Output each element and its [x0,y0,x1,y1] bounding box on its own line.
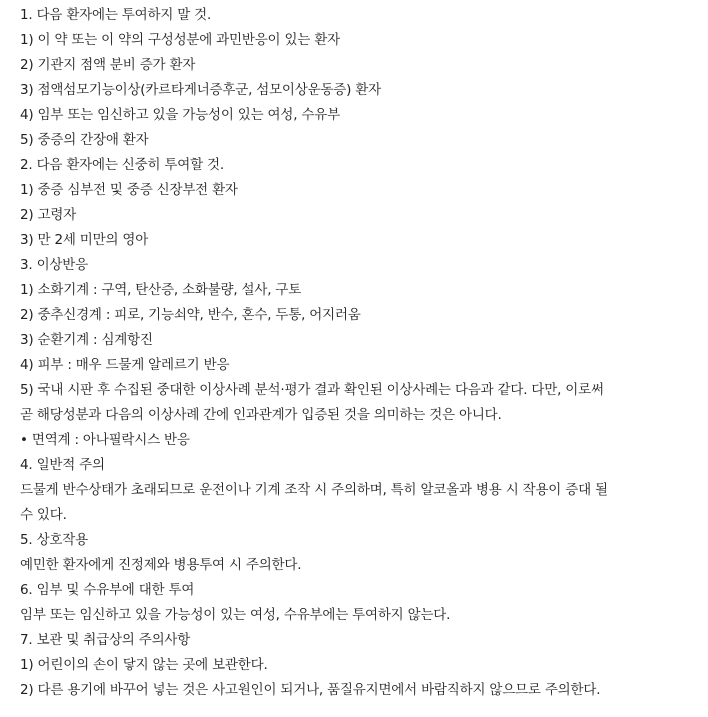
list-item: 2) 기관지 점액 분비 증가 환자 [20,57,196,73]
list-item: 1) 어린이의 손이 닿지 않는 곳에 보관한다. [20,657,268,673]
section-heading: 6. 임부 및 수유부에 대한 투여 [20,582,195,598]
section-heading: 5. 상호작용 [20,532,88,548]
list-item: 2) 고령자 [20,207,77,223]
list-item: 1) 이 약 또는 이 약의 구성성분에 과민반응이 있는 환자 [20,32,340,48]
list-item: 5) 중증의 간장애 환자 [20,132,149,148]
paragraph-text: 곧 해당성분과 다음의 이상사례 간에 인과관계가 입증된 것을 의미하는 것은 아니다. [20,407,502,423]
list-item: 2) 중추신경계 : 피로, 기능쇠약, 반수, 혼수, 두통, 어지러움 [20,307,361,323]
list-item: 3) 순환기계 : 심계항진 [20,332,153,348]
section-heading: 4. 일반적 주의 [20,457,105,473]
list-item: 4) 임부 또는 임신하고 있을 가능성이 있는 여성, 수유부 [20,107,340,123]
paragraph-text: 드물게 반수상태가 초래되므로 운전이나 기계 조작 시 주의하며, 특히 알코올과 병용 시 작용이 증대 될 [20,482,608,498]
paragraph-text: 예민한 환자에게 진정제와 병용투여 시 주의한다. [20,557,302,573]
list-item: 4) 피부 : 매우 드물게 알레르기 반응 [20,357,230,373]
section-heading: 2. 다음 환자에는 신중히 투여할 것. [20,157,224,173]
bullet-item: • 면역계 : 아나필락시스 반응 [20,432,190,448]
section-heading: 3. 이상반응 [20,257,88,273]
list-item: 1) 소화기계 : 구역, 탄산증, 소화불량, 설사, 구토 [20,282,302,298]
section-heading: 7. 보관 및 취급상의 주의사항 [20,632,191,648]
list-item: 3) 만 2세 미만의 영아 [20,232,149,248]
list-item: 3) 점액섬모기능이상(카르타게너증후군, 섬모이상운동증) 환자 [20,82,381,98]
list-item: 5) 국내 시판 후 수집된 중대한 이상사례 분석·평가 결과 확인된 이상사례는 다음과 같다. 다만, 이로써 [20,382,604,398]
paragraph-text: 임부 또는 임신하고 있을 가능성이 있는 여성, 수유부에는 투여하지 않는다. [20,607,451,623]
list-item: 1) 중증 심부전 및 중증 신장부전 환자 [20,182,238,198]
list-item: 2) 다른 용기에 바꾸어 넣는 것은 사고원인이 되거나, 품질유지면에서 바람직하지 않으므로 주의한다. [20,682,601,698]
paragraph-text: 수 있다. [20,507,67,523]
section-heading: 1. 다음 환자에는 투여하지 말 것. [20,7,212,23]
